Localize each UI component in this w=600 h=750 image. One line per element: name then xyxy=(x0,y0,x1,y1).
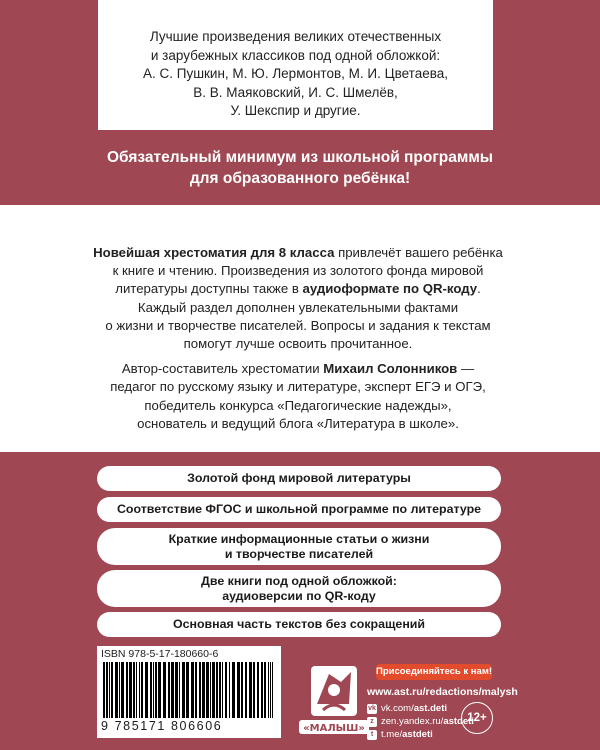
feature-text: Золотой фонд мировой литературы xyxy=(187,471,411,485)
social-link-vk[interactable] xyxy=(367,703,447,714)
intro-line: А. С. Пушкин, М. Ю. Лермонтов, М. И. Цветаева, xyxy=(142,66,448,82)
social-handle: astdeti xyxy=(443,716,474,727)
feature-text: Соответствие ФГОС и школьной программе по литературе xyxy=(116,502,482,516)
intro-line: и зарубежных классиков под одной обложкой: xyxy=(150,47,441,63)
feature-text: и творчестве писателей xyxy=(224,546,374,561)
barcode-digits: 9 785171 806606 xyxy=(101,719,223,733)
intro-line: Лучшие произведения великих отечественных xyxy=(149,29,442,44)
join-badge: Присоединяйтесь к нам! xyxy=(376,664,492,680)
isbn-label: ISBN 978-5-17-180660-6 xyxy=(101,648,219,660)
feature-pill xyxy=(97,528,501,565)
headline-line: Обязательный минимум из школьной программы xyxy=(106,149,494,166)
social-prefix: vk.com/ xyxy=(381,703,414,714)
feature-pill xyxy=(97,497,501,522)
desc-line: педагог по русскому языку и литературе, эксперт ЕГЭ и ОГЭ, xyxy=(110,379,486,395)
social-handle: astdeti xyxy=(402,729,433,740)
feature-pill xyxy=(97,570,501,607)
grade-highlight: Новейшая хрестоматия для 8 класса xyxy=(93,245,335,260)
desc-line: помогут лучше освоить прочитанное. xyxy=(183,336,413,352)
desc-line: Каждый раздел дополнен увлекательными фактами xyxy=(137,299,459,315)
age-rating-badge: 12+ xyxy=(461,702,493,734)
desc-text: привлечёт вашего ребёнка xyxy=(334,245,503,260)
desc-text: — xyxy=(457,361,475,377)
desc-line xyxy=(52,280,544,298)
desc-text: литературы доступны также в xyxy=(115,281,303,297)
audio-highlight: аудиоформате по QR-коду xyxy=(302,281,478,297)
feature-text: аудиоверсии по QR-коду xyxy=(222,588,376,603)
social-link-zen[interactable] xyxy=(367,716,474,727)
desc-line: победитель конкурса «Педагогические надежды», xyxy=(144,397,452,413)
feature-text: Краткие информационные статьи о жизни xyxy=(168,531,430,546)
desc-text: Автор-составитель хрестоматии xyxy=(121,361,324,377)
intro-line: В. В. Маяковский, И. С. Шмелёв, xyxy=(193,84,398,100)
vk-icon: vk xyxy=(368,705,376,712)
intro-text xyxy=(98,28,493,121)
feature-pill xyxy=(97,466,501,491)
intro-line: У. Шекспир и другие. xyxy=(230,103,361,119)
website-link[interactable]: www.ast.ru/redactions/malysh xyxy=(367,686,518,698)
feature-pill xyxy=(97,612,501,637)
book-description xyxy=(52,244,544,433)
headline xyxy=(0,147,600,189)
social-handle: ast.deti xyxy=(413,703,447,714)
desc-line xyxy=(52,360,544,378)
barcode-icon xyxy=(101,662,277,718)
desc-line: о жизни и творчестве писателей. Вопросы и задания к текстам xyxy=(105,317,491,333)
publisher-logo-text: «МАЛЫШ» xyxy=(303,723,365,734)
telegram-icon: t xyxy=(367,730,377,740)
desc-line xyxy=(52,244,544,262)
desc-line: к книге и чтению. Произведения из золотого фонда мировой xyxy=(112,263,484,279)
zen-icon: z xyxy=(367,717,377,727)
desc-line: основатель и ведущий блога «Литература в школе». xyxy=(137,415,459,431)
feature-text: Две книги под одной обложкой: xyxy=(201,573,397,588)
author-name: Михаил Солонников xyxy=(323,361,458,377)
social-prefix: t.me/ xyxy=(381,729,403,740)
desc-text: . xyxy=(477,281,481,297)
social-prefix: zen.yandex.ru/ xyxy=(381,716,444,727)
publisher-logo-icon xyxy=(295,660,373,740)
barcode-panel xyxy=(97,646,281,738)
feature-text: Основная часть текстов без сокращений xyxy=(172,617,426,631)
headline-line: для образованного ребёнка! xyxy=(189,170,411,187)
social-link-telegram[interactable] xyxy=(367,729,433,740)
